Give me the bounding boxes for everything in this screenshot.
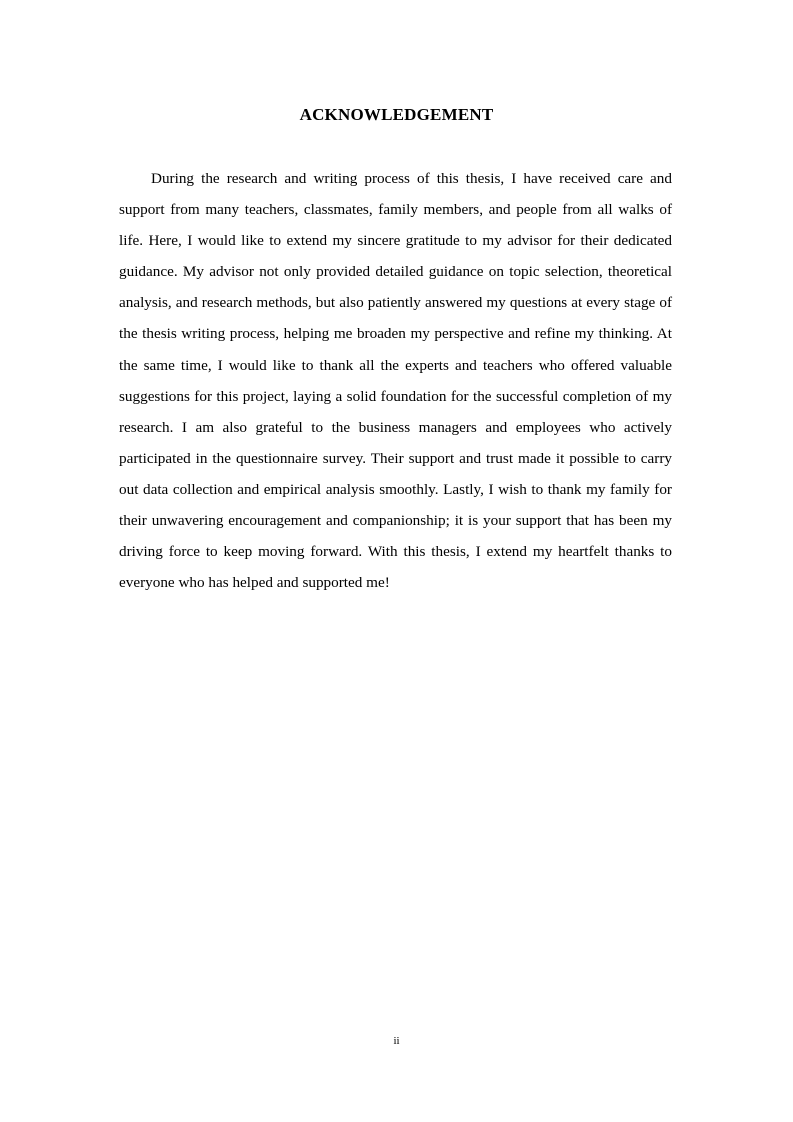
page-number: ii [393, 1035, 400, 1047]
acknowledgement-paragraph: During the research and writing process of this thesis, I have received care and support from many teachers, classmates, family members, and people from all walks of life. Here, I would like to extend my sincere gratitude to my advisor for their dedicated guidance. My advisor not only provided detailed guidance on topic selection, theoretical analysis, and research methods, but also patiently answered my questions at every stage of the thesis writing process, helping me broaden my perspective and refine my thinking. At the same time, I would like to thank all the experts and teachers who offered valuable suggestions for this project, laying a solid foundation for the successful completion of my research. I am also grateful to the business managers and employees who actively participated in the questionnaire survey. Their support and trust made it possible to carry out data collection and empirical analysis smoothly. Lastly, I wish to thank my family for their unwavering encouragement and companionship; it is your support that has been my driving force to keep moving forward. With this thesis, I extend my heartfelt thanks to everyone who has helped and supported me! [119, 170, 672, 592]
page-title: ACKNOWLEDGEMENT [299, 105, 494, 124]
